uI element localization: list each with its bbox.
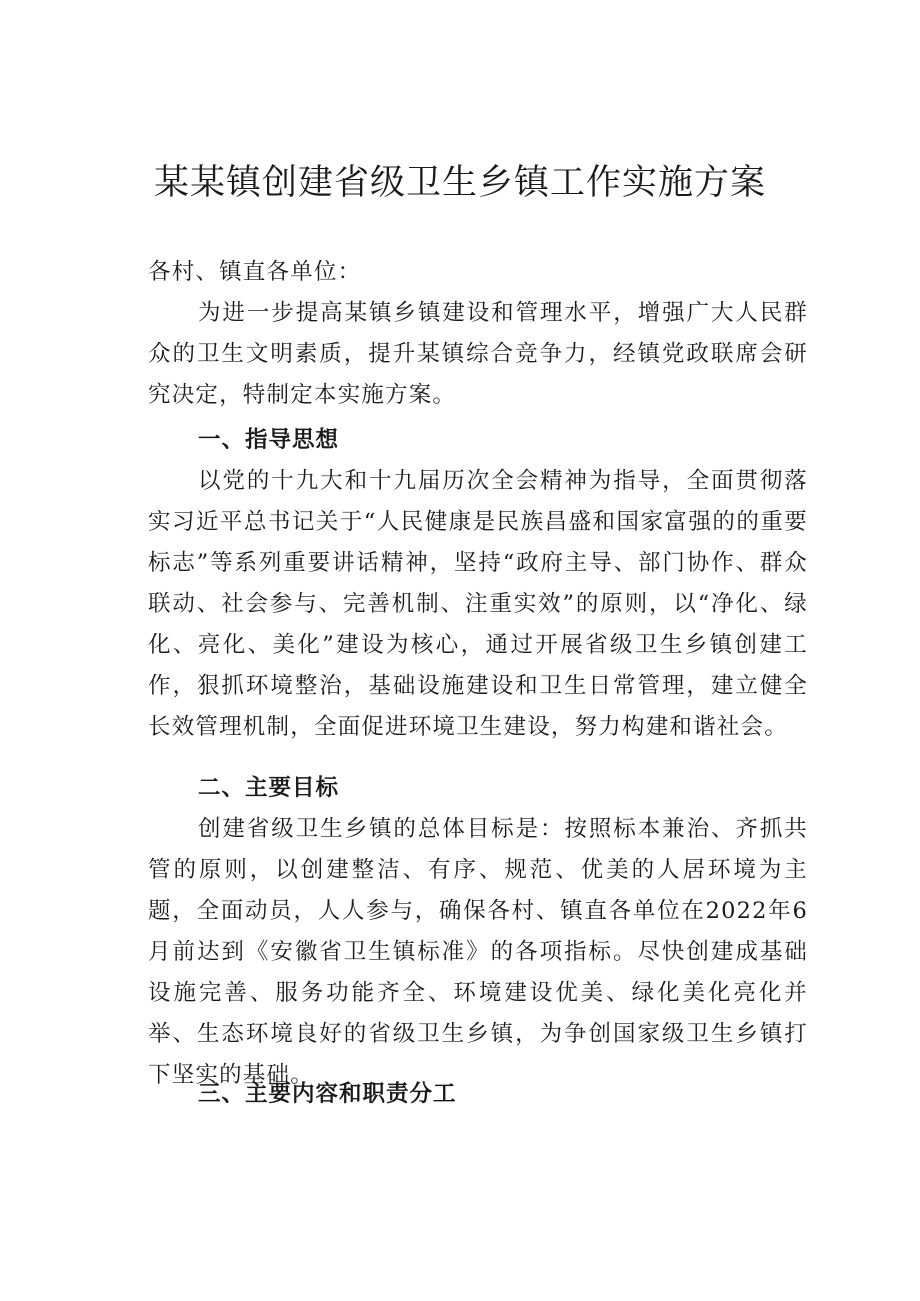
intro-paragraph: 为进一步提高某镇乡镇建设和管理水平，增强广大人民群众的卫生文明素质，提升某镇综合竞争力，经镇党政联席会研究决定，特制定本实施方案。 [148, 300, 808, 408]
section-heading-guiding-ideology: 一、指导思想 [198, 427, 340, 453]
section-body-main-goals: 创建省级卫生乡镇的总体目标是：按照标本兼治、齐抓共管的原则，以创建整洁、有序、规范、优美的人居环境为主题，全面动员，人人参与，确保各村、镇直各单位在2022年6月前达到《安徽省卫生镇标准》的各项指标。尽快创建成基础设施完善、服务功能齐全、环境建设优美、绿化美化亮化并举、生态环境良好的省级卫生乡镇，为争创国家级卫生乡镇打下坚实的基础。 [148, 816, 808, 1088]
section-heading-content-and-duties: 三、主要内容和职责分工 [198, 1081, 457, 1107]
section-heading-main-goals: 二、主要目标 [198, 775, 340, 801]
salutation: 各村、镇直各单位： [148, 259, 362, 285]
section-body-guiding-ideology: 以党的十九大和十九届历次全会精神为指导，全面贯彻落实习近平总书记关于“人民健康是民族昌盛和国家富强的的重要标志”等系列重要讲话精神，坚持“政府主导、部门协作、群众联动、社会参与、完善机制、注重实效”的原则，以“净化、绿化、亮化、美化”建设为核心，通过开展省级卫生乡镇创建工作，狠抓环境整治，基础设施建设和卫生日常管理，建立健全长效管理机制，全面促进环境卫生建设，努力构建和谐社会。 [148, 468, 808, 740]
document-title: 某某镇创建省级卫生乡镇工作实施方案 [153, 163, 766, 203]
